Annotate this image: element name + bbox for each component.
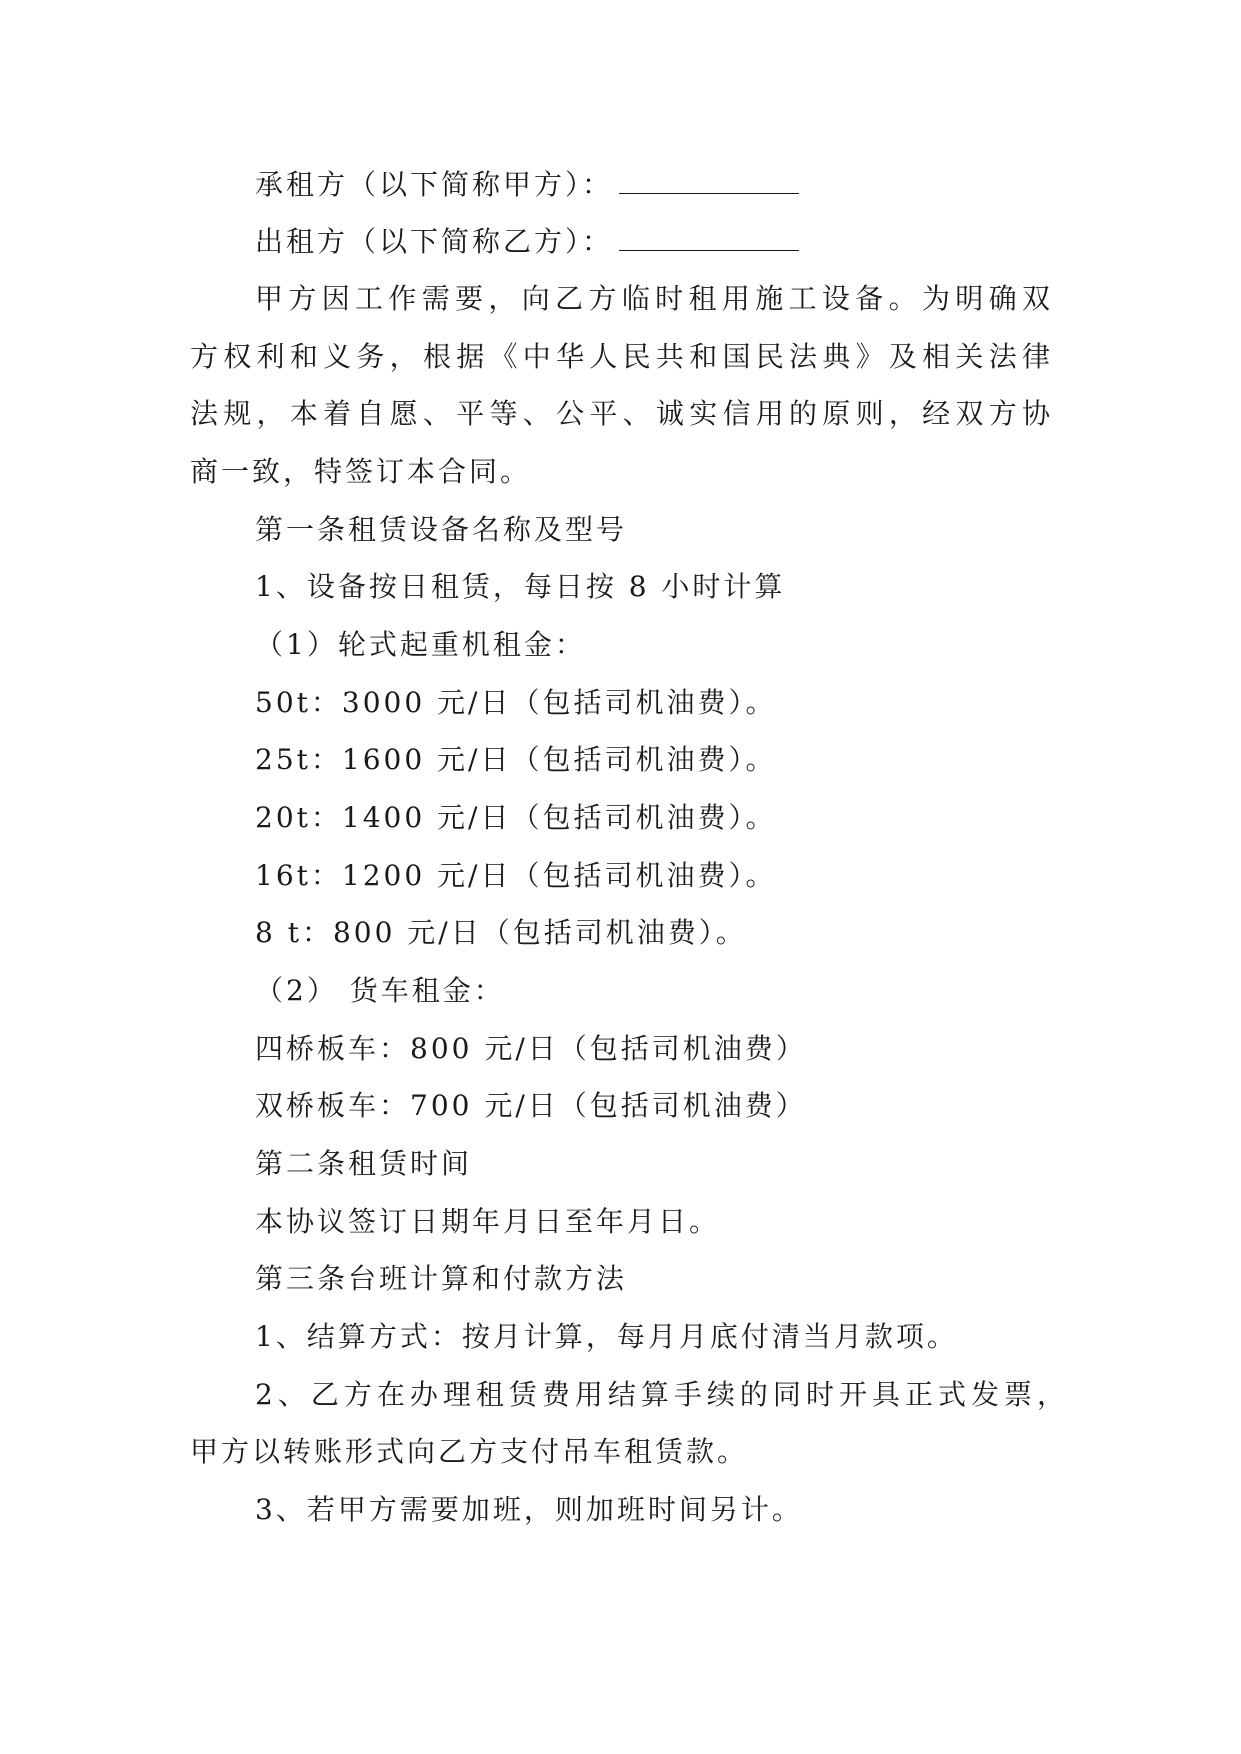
article2-title: 第二条租赁时间 [255, 1147, 473, 1180]
truck-rate-two-axle: 双桥板车：700 元/日（包括司机油费） [255, 1089, 807, 1122]
article1-title: 第一条租赁设备名称及型号 [255, 513, 628, 546]
truck-rate-four-axle: 四桥板车：800 元/日（包括司机油费） [255, 1032, 807, 1065]
crane-rate-25t: 25t：1600 元/日（包括司机油费）。 [255, 743, 777, 776]
article3-item2-line2: 甲方以转账形式向乙方支付吊车租赁款。 [190, 1435, 749, 1468]
party-b-label: 出租方（以下简称乙方）： [255, 225, 614, 258]
intro-line-1: 甲方因工作需要，向乙方临时租用施工设备。为明确双 [255, 282, 1050, 315]
article2-text: 本协议签订日期年月日至年月日。 [255, 1205, 721, 1238]
intro-line-4: 商一致，特签订本合同。 [190, 455, 532, 488]
article1-sub2-title: （2） 货车租金： [255, 974, 505, 1007]
crane-rate-20t: 20t：1400 元/日（包括司机油费）。 [255, 801, 777, 834]
article3-title: 第三条台班计算和付款方法 [255, 1262, 628, 1295]
article3-item1: 1、结算方式：按月计算，每月月底付清当月款项。 [255, 1320, 958, 1353]
article1-item1: 1、设备按日租赁，每日按 8 小时计算 [255, 570, 786, 603]
article3-item2-line1: 2、乙方在办理租赁费用结算手续的同时开具正式发票， [255, 1378, 1065, 1411]
article3-item3: 3、若甲方需要加班，则加班时间另计。 [255, 1493, 803, 1526]
crane-rate-8t: 8 t：800 元/日（包括司机油费）。 [255, 916, 747, 949]
crane-rate-16t: 16t：1200 元/日（包括司机油费）。 [255, 859, 777, 892]
party-a-label: 承租方（以下简称甲方）： [255, 168, 614, 201]
party-a-blank [619, 169, 799, 194]
party-a-line [255, 165, 799, 205]
intro-line-2: 方权利和义务，根据《中华人民共和国民法典》及相关法律 [190, 340, 1050, 373]
party-b-line [255, 222, 799, 262]
intro-line-3: 法规，本着自愿、平等、公平、诚实信用的原则，经双方协 [190, 397, 1050, 430]
article1-sub1-title: （1）轮式起重机租金： [255, 628, 586, 661]
crane-rate-50t: 50t：3000 元/日（包括司机油费）。 [255, 686, 777, 719]
party-b-blank [619, 226, 799, 251]
